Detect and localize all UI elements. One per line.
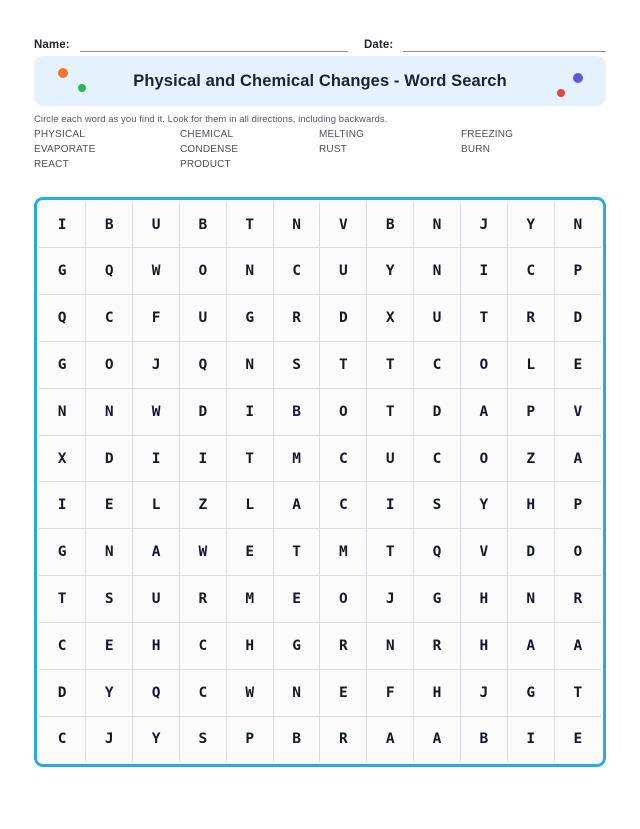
grid-cell[interactable]: N <box>507 576 554 623</box>
title-banner <box>34 56 606 106</box>
grid-cell[interactable]: I <box>179 435 226 482</box>
grid-cell[interactable]: L <box>226 482 273 529</box>
grid-cell[interactable]: S <box>414 482 461 529</box>
grid-cell[interactable]: A <box>460 388 507 435</box>
grid-cell[interactable]: R <box>179 576 226 623</box>
grid-cell[interactable]: O <box>554 529 601 576</box>
grid-cell[interactable]: R <box>414 623 461 670</box>
word-list <box>34 129 606 174</box>
grid-cell[interactable]: H <box>460 623 507 670</box>
date-label: Date: <box>364 39 394 51</box>
grid-cell[interactable]: U <box>414 294 461 341</box>
grid-cell[interactable]: V <box>554 388 601 435</box>
grid-cell[interactable]: S <box>179 716 226 762</box>
word-list-item[interactable]: PRODUCT <box>180 159 231 170</box>
grid-cell[interactable]: O <box>179 248 226 295</box>
grid-cell[interactable]: J <box>367 576 414 623</box>
grid-cell[interactable]: Q <box>133 670 180 717</box>
word-search-grid-container <box>34 197 606 767</box>
grid-cell[interactable]: O <box>320 388 367 435</box>
grid-cell[interactable]: C <box>179 670 226 717</box>
grid-cell[interactable]: A <box>273 482 320 529</box>
grid-cell[interactable]: G <box>39 529 86 576</box>
grid-cell[interactable]: I <box>367 482 414 529</box>
grid-cell[interactable]: Q <box>414 529 461 576</box>
grid-cell[interactable]: A <box>367 716 414 762</box>
grid-cell[interactable]: P <box>507 388 554 435</box>
grid-cell[interactable]: S <box>86 576 133 623</box>
grid-cell[interactable]: I <box>460 248 507 295</box>
grid-cell[interactable]: N <box>86 388 133 435</box>
word-list-item[interactable]: CHEMICAL <box>180 129 234 140</box>
grid-cell[interactable]: I <box>507 716 554 762</box>
grid-row <box>39 341 601 388</box>
grid-cell[interactable]: J <box>460 202 507 248</box>
grid-row <box>39 482 601 529</box>
grid-cell[interactable]: N <box>226 341 273 388</box>
word-list-item[interactable]: BURN <box>461 144 491 155</box>
word-search-grid <box>39 202 601 762</box>
grid-cell[interactable]: J <box>460 670 507 717</box>
grid-cell[interactable]: F <box>133 294 180 341</box>
grid-cell[interactable]: J <box>86 716 133 762</box>
grid-cell[interactable]: H <box>414 670 461 717</box>
grid-cell[interactable]: R <box>507 294 554 341</box>
grid-cell[interactable]: I <box>39 482 86 529</box>
grid-cell[interactable]: W <box>226 670 273 717</box>
grid-cell[interactable]: U <box>133 202 180 248</box>
grid-row <box>39 623 601 670</box>
word-list-item[interactable]: REACT <box>34 159 69 170</box>
grid-cell[interactable]: E <box>320 670 367 717</box>
grid-cell[interactable]: C <box>39 716 86 762</box>
grid-cell[interactable]: A <box>507 623 554 670</box>
grid-cell[interactable]: B <box>460 716 507 762</box>
grid-cell[interactable]: O <box>460 435 507 482</box>
grid-cell[interactable]: N <box>554 202 601 248</box>
grid-cell[interactable]: Z <box>179 482 226 529</box>
grid-cell[interactable]: A <box>554 623 601 670</box>
grid-cell[interactable]: Q <box>179 341 226 388</box>
grid-row <box>39 202 601 248</box>
grid-cell[interactable]: R <box>554 576 601 623</box>
grid-cell[interactable]: T <box>39 576 86 623</box>
grid-row <box>39 388 601 435</box>
grid-cell[interactable]: E <box>86 623 133 670</box>
grid-row <box>39 248 601 295</box>
grid-row <box>39 670 601 717</box>
grid-cell[interactable]: U <box>133 576 180 623</box>
instructions-text: Circle each word as you find it. Look for them in all directions, including backwards. <box>34 114 388 125</box>
grid-cell[interactable]: R <box>320 716 367 762</box>
word-list-row <box>34 159 606 174</box>
grid-cell[interactable]: C <box>179 623 226 670</box>
grid-cell[interactable]: M <box>320 529 367 576</box>
grid-cell[interactable]: R <box>273 294 320 341</box>
grid-cell[interactable]: A <box>414 716 461 762</box>
grid-cell[interactable]: O <box>320 576 367 623</box>
word-list-row <box>34 144 606 159</box>
grid-cell[interactable]: U <box>320 248 367 295</box>
grid-cell[interactable]: Y <box>507 202 554 248</box>
grid-cell[interactable]: N <box>86 529 133 576</box>
word-list-item[interactable]: PHYSICAL <box>34 129 86 140</box>
grid-cell[interactable]: C <box>414 435 461 482</box>
grid-row <box>39 294 601 341</box>
grid-cell[interactable]: A <box>133 529 180 576</box>
grid-cell[interactable]: D <box>414 388 461 435</box>
grid-cell[interactable]: U <box>367 435 414 482</box>
grid-cell[interactable]: N <box>39 388 86 435</box>
grid-cell[interactable]: D <box>179 388 226 435</box>
word-list-item[interactable]: EVAPORATE <box>34 144 96 155</box>
grid-cell[interactable]: L <box>133 482 180 529</box>
grid-cell[interactable]: I <box>39 202 86 248</box>
grid-cell[interactable]: Q <box>39 294 86 341</box>
word-list-row <box>34 129 606 144</box>
word-list-item[interactable]: MELTING <box>319 129 365 140</box>
grid-cell[interactable]: E <box>226 529 273 576</box>
grid-cell[interactable]: Y <box>133 716 180 762</box>
grid-cell[interactable]: C <box>273 248 320 295</box>
date-field-group <box>364 37 606 52</box>
grid-cell[interactable]: G <box>507 670 554 717</box>
grid-cell[interactable]: Z <box>507 435 554 482</box>
grid-cell[interactable]: D <box>320 294 367 341</box>
grid-cell[interactable]: T <box>367 341 414 388</box>
grid-cell[interactable]: D <box>39 670 86 717</box>
grid-cell[interactable]: N <box>414 248 461 295</box>
grid-cell[interactable]: I <box>226 388 273 435</box>
grid-cell[interactable]: F <box>367 670 414 717</box>
grid-cell[interactable]: A <box>554 435 601 482</box>
grid-cell[interactable]: E <box>86 482 133 529</box>
grid-cell[interactable]: C <box>414 341 461 388</box>
grid-cell[interactable]: T <box>460 294 507 341</box>
grid-cell[interactable]: H <box>507 482 554 529</box>
grid-cell[interactable]: Y <box>86 670 133 717</box>
grid-cell[interactable]: B <box>179 202 226 248</box>
grid-cell[interactable]: O <box>460 341 507 388</box>
grid-cell[interactable]: T <box>226 202 273 248</box>
grid-cell[interactable]: S <box>273 341 320 388</box>
grid-cell[interactable]: N <box>226 248 273 295</box>
grid-cell[interactable]: C <box>507 248 554 295</box>
grid-cell[interactable]: X <box>39 435 86 482</box>
grid-cell[interactable]: I <box>133 435 180 482</box>
grid-cell[interactable]: H <box>133 623 180 670</box>
grid-cell[interactable]: Q <box>86 248 133 295</box>
name-field-group <box>34 37 364 52</box>
grid-cell[interactable]: G <box>414 576 461 623</box>
grid-cell[interactable]: E <box>554 341 601 388</box>
grid-cell[interactable]: V <box>320 202 367 248</box>
grid-row <box>39 576 601 623</box>
grid-cell[interactable]: G <box>39 341 86 388</box>
grid-cell[interactable]: N <box>414 202 461 248</box>
grid-cell[interactable]: C <box>320 435 367 482</box>
grid-cell[interactable]: G <box>273 623 320 670</box>
grid-cell[interactable]: P <box>226 716 273 762</box>
grid-cell[interactable]: O <box>86 341 133 388</box>
grid-cell[interactable]: N <box>273 202 320 248</box>
grid-cell[interactable]: W <box>179 529 226 576</box>
grid-cell[interactable]: C <box>39 623 86 670</box>
grid-cell[interactable]: G <box>39 248 86 295</box>
grid-cell[interactable]: D <box>554 294 601 341</box>
grid-row <box>39 435 601 482</box>
word-list-item[interactable]: CONDENSE <box>180 144 239 155</box>
grid-cell[interactable]: N <box>367 623 414 670</box>
grid-cell[interactable]: B <box>367 202 414 248</box>
name-label: Name: <box>34 39 70 51</box>
grid-cell[interactable]: T <box>554 670 601 717</box>
grid-cell[interactable]: M <box>273 435 320 482</box>
grid-cell[interactable]: W <box>133 248 180 295</box>
grid-cell[interactable]: P <box>554 248 601 295</box>
grid-cell[interactable]: E <box>554 716 601 762</box>
name-date-row <box>34 30 606 52</box>
grid-cell[interactable]: B <box>273 388 320 435</box>
grid-cell[interactable]: W <box>133 388 180 435</box>
grid-cell[interactable]: J <box>133 341 180 388</box>
grid-cell[interactable]: P <box>554 482 601 529</box>
grid-cell[interactable]: N <box>273 670 320 717</box>
grid-cell[interactable]: D <box>507 529 554 576</box>
grid-cell[interactable]: G <box>226 294 273 341</box>
grid-cell[interactable]: R <box>320 623 367 670</box>
grid-cell[interactable]: Y <box>367 248 414 295</box>
grid-cell[interactable]: T <box>273 529 320 576</box>
grid-cell[interactable]: E <box>273 576 320 623</box>
grid-cell[interactable]: H <box>226 623 273 670</box>
grid-cell[interactable]: T <box>226 435 273 482</box>
name-input-line[interactable] <box>80 37 348 52</box>
word-list-item[interactable]: RUST <box>319 144 348 155</box>
grid-cell[interactable]: Y <box>460 482 507 529</box>
grid-cell[interactable]: B <box>273 716 320 762</box>
grid-cell[interactable]: V <box>460 529 507 576</box>
grid-cell[interactable]: T <box>367 388 414 435</box>
grid-cell[interactable]: H <box>460 576 507 623</box>
grid-cell[interactable]: B <box>86 202 133 248</box>
grid-cell[interactable]: M <box>226 576 273 623</box>
grid-cell[interactable]: C <box>320 482 367 529</box>
date-input-line[interactable] <box>403 37 606 52</box>
word-list-item[interactable]: FREEZING <box>461 129 514 140</box>
grid-cell[interactable]: T <box>320 341 367 388</box>
grid-cell[interactable]: X <box>367 294 414 341</box>
grid-cell[interactable]: U <box>179 294 226 341</box>
grid-cell[interactable]: D <box>86 435 133 482</box>
page-title: Physical and Chemical Changes - Word Search <box>133 71 507 90</box>
grid-row <box>39 716 601 762</box>
grid-cell[interactable]: C <box>86 294 133 341</box>
grid-row <box>39 529 601 576</box>
grid-cell[interactable]: L <box>507 341 554 388</box>
grid-cell[interactable]: T <box>367 529 414 576</box>
